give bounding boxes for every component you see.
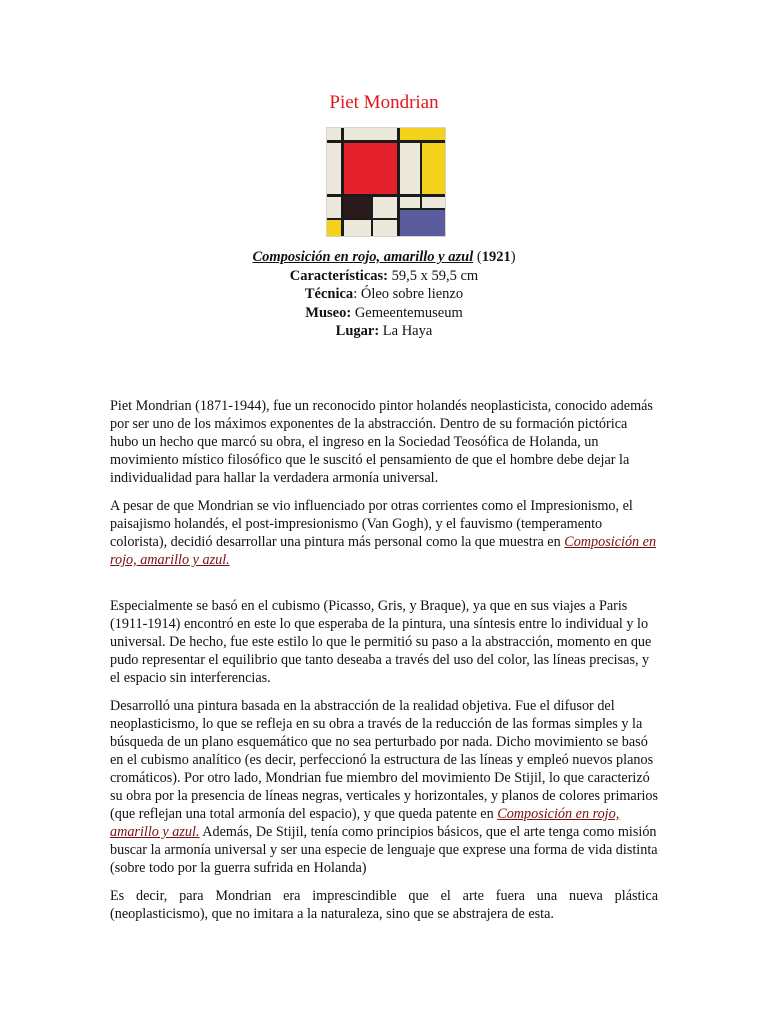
paragraph-4 [110, 697, 658, 877]
caption-place [0, 322, 768, 341]
features-label: Características: [289, 267, 388, 284]
paragraph-1: Piet Mondrian (1871-1944), fue un reconocido pintor holandés neoplasticista, conocido además por ser uno de los máximos exponentes de la abstracción. Dentro de su formación pictórica hubo un hecho que marcó su obra, el ingreso en la Sociedad Teosófica de Holanda, un movimiento místico filosófico que le suscitó el pensamiento de que el hombre debe dejar la individualidad para hallar la verdadera armonía universal. [110, 398, 653, 486]
museum-label: Museo: [305, 304, 352, 321]
technique-value: : Óleo sobre lienzo [353, 286, 464, 302]
paragraph-2-text: A pesar de que Mondrian se vio influenciado por otras corrientes como el Impresionismo, el paisajismo holandés, el post-impresionismo (Van Gogh), y el fauvismo (temperamento colorista), decidió desarrollar una pintura más personal como la que muestra en [110, 498, 633, 550]
paragraph-4-text: Desarrolló una pintura basada en la abstracción de la realidad objetiva. Fue el difusor del neoplasticismo, lo que se refleja en su obra a través de la reducción de las formas simples y la búsqueda de un plano esquemático que no sea perturbado por nada. Dicho movimiento se basó en el cubismo analítico (es decir, perfeccionó la estructura de las líneas y empleó nuevos planos cromáticos). Por otro lado, Mondrian fue miembro del movimiento De Stijil, lo que caracterizó su obra por la presencia de líneas negras, verticales y horizontales, y planos de colores primarios (que reflejan una total armonía del espacio), y que queda patente en [110, 698, 658, 822]
black-plane [344, 197, 371, 218]
paragraph-5: Es decir, para Mondrian era imprescindible que el arte fuera una nueva plástica (neoplasticismo), que no imitara a la naturaleza, sino que se abstrajera de esta. [110, 888, 658, 922]
page-title: Piet Mondrian [329, 92, 439, 113]
caption-technique [0, 285, 768, 304]
place-label: Lugar: [335, 323, 380, 339]
paragraph-4-rest: Además, De Stijil, tenía como principios básicos, que el arte tenga como misión buscar la armonía universal y ser una especie de lenguaje que exprese una forma de vida distinta (sobre todo por la guerra sufrida en Holanda) [110, 824, 658, 876]
painting-line [371, 194, 373, 236]
year-close: ) [510, 249, 516, 265]
place-value: La Haya [379, 323, 433, 339]
year: 1921 [481, 249, 511, 265]
red-plane [344, 143, 397, 194]
year-open: ( [473, 249, 482, 265]
work-link[interactable]: Composición en rojo, amarillo y azul. [110, 534, 657, 568]
article-body [110, 397, 658, 933]
technique-label: Técnica [304, 286, 354, 302]
yellow-plane [422, 143, 445, 194]
caption-title-line [0, 248, 768, 267]
blue-plane [400, 210, 445, 236]
paragraph-3: Especialmente se basó en el cubismo (Picasso, Gris, y Braque), ya que en sus viajes a Paris (1911-1914) encontró en este lo que esperaba de la pintura, una síntesis entre lo individual y lo universal. De hecho, fue este estilo lo que le permitió su paso a la abstracción, momento en que pudo representar el equilibrio que tanto deseaba a través del uso del color, las líneas precisas, y el espacio sin interferencias. [110, 598, 652, 686]
painting-image [326, 127, 446, 237]
caption-museum [0, 304, 768, 323]
caption-features [0, 267, 768, 286]
features-value: 59,5 x 59,5 cm [388, 267, 479, 284]
museum-value: Gemeentemuseum [351, 304, 463, 321]
paragraph-2 [110, 497, 658, 569]
yellow-plane [327, 220, 341, 236]
work-title: Composición en rojo, amarillo y azul [252, 249, 474, 265]
yellow-plane [400, 128, 445, 140]
painting-caption [0, 248, 768, 341]
work-link[interactable]: Composición en rojo, amarillo y azul. [110, 806, 620, 840]
